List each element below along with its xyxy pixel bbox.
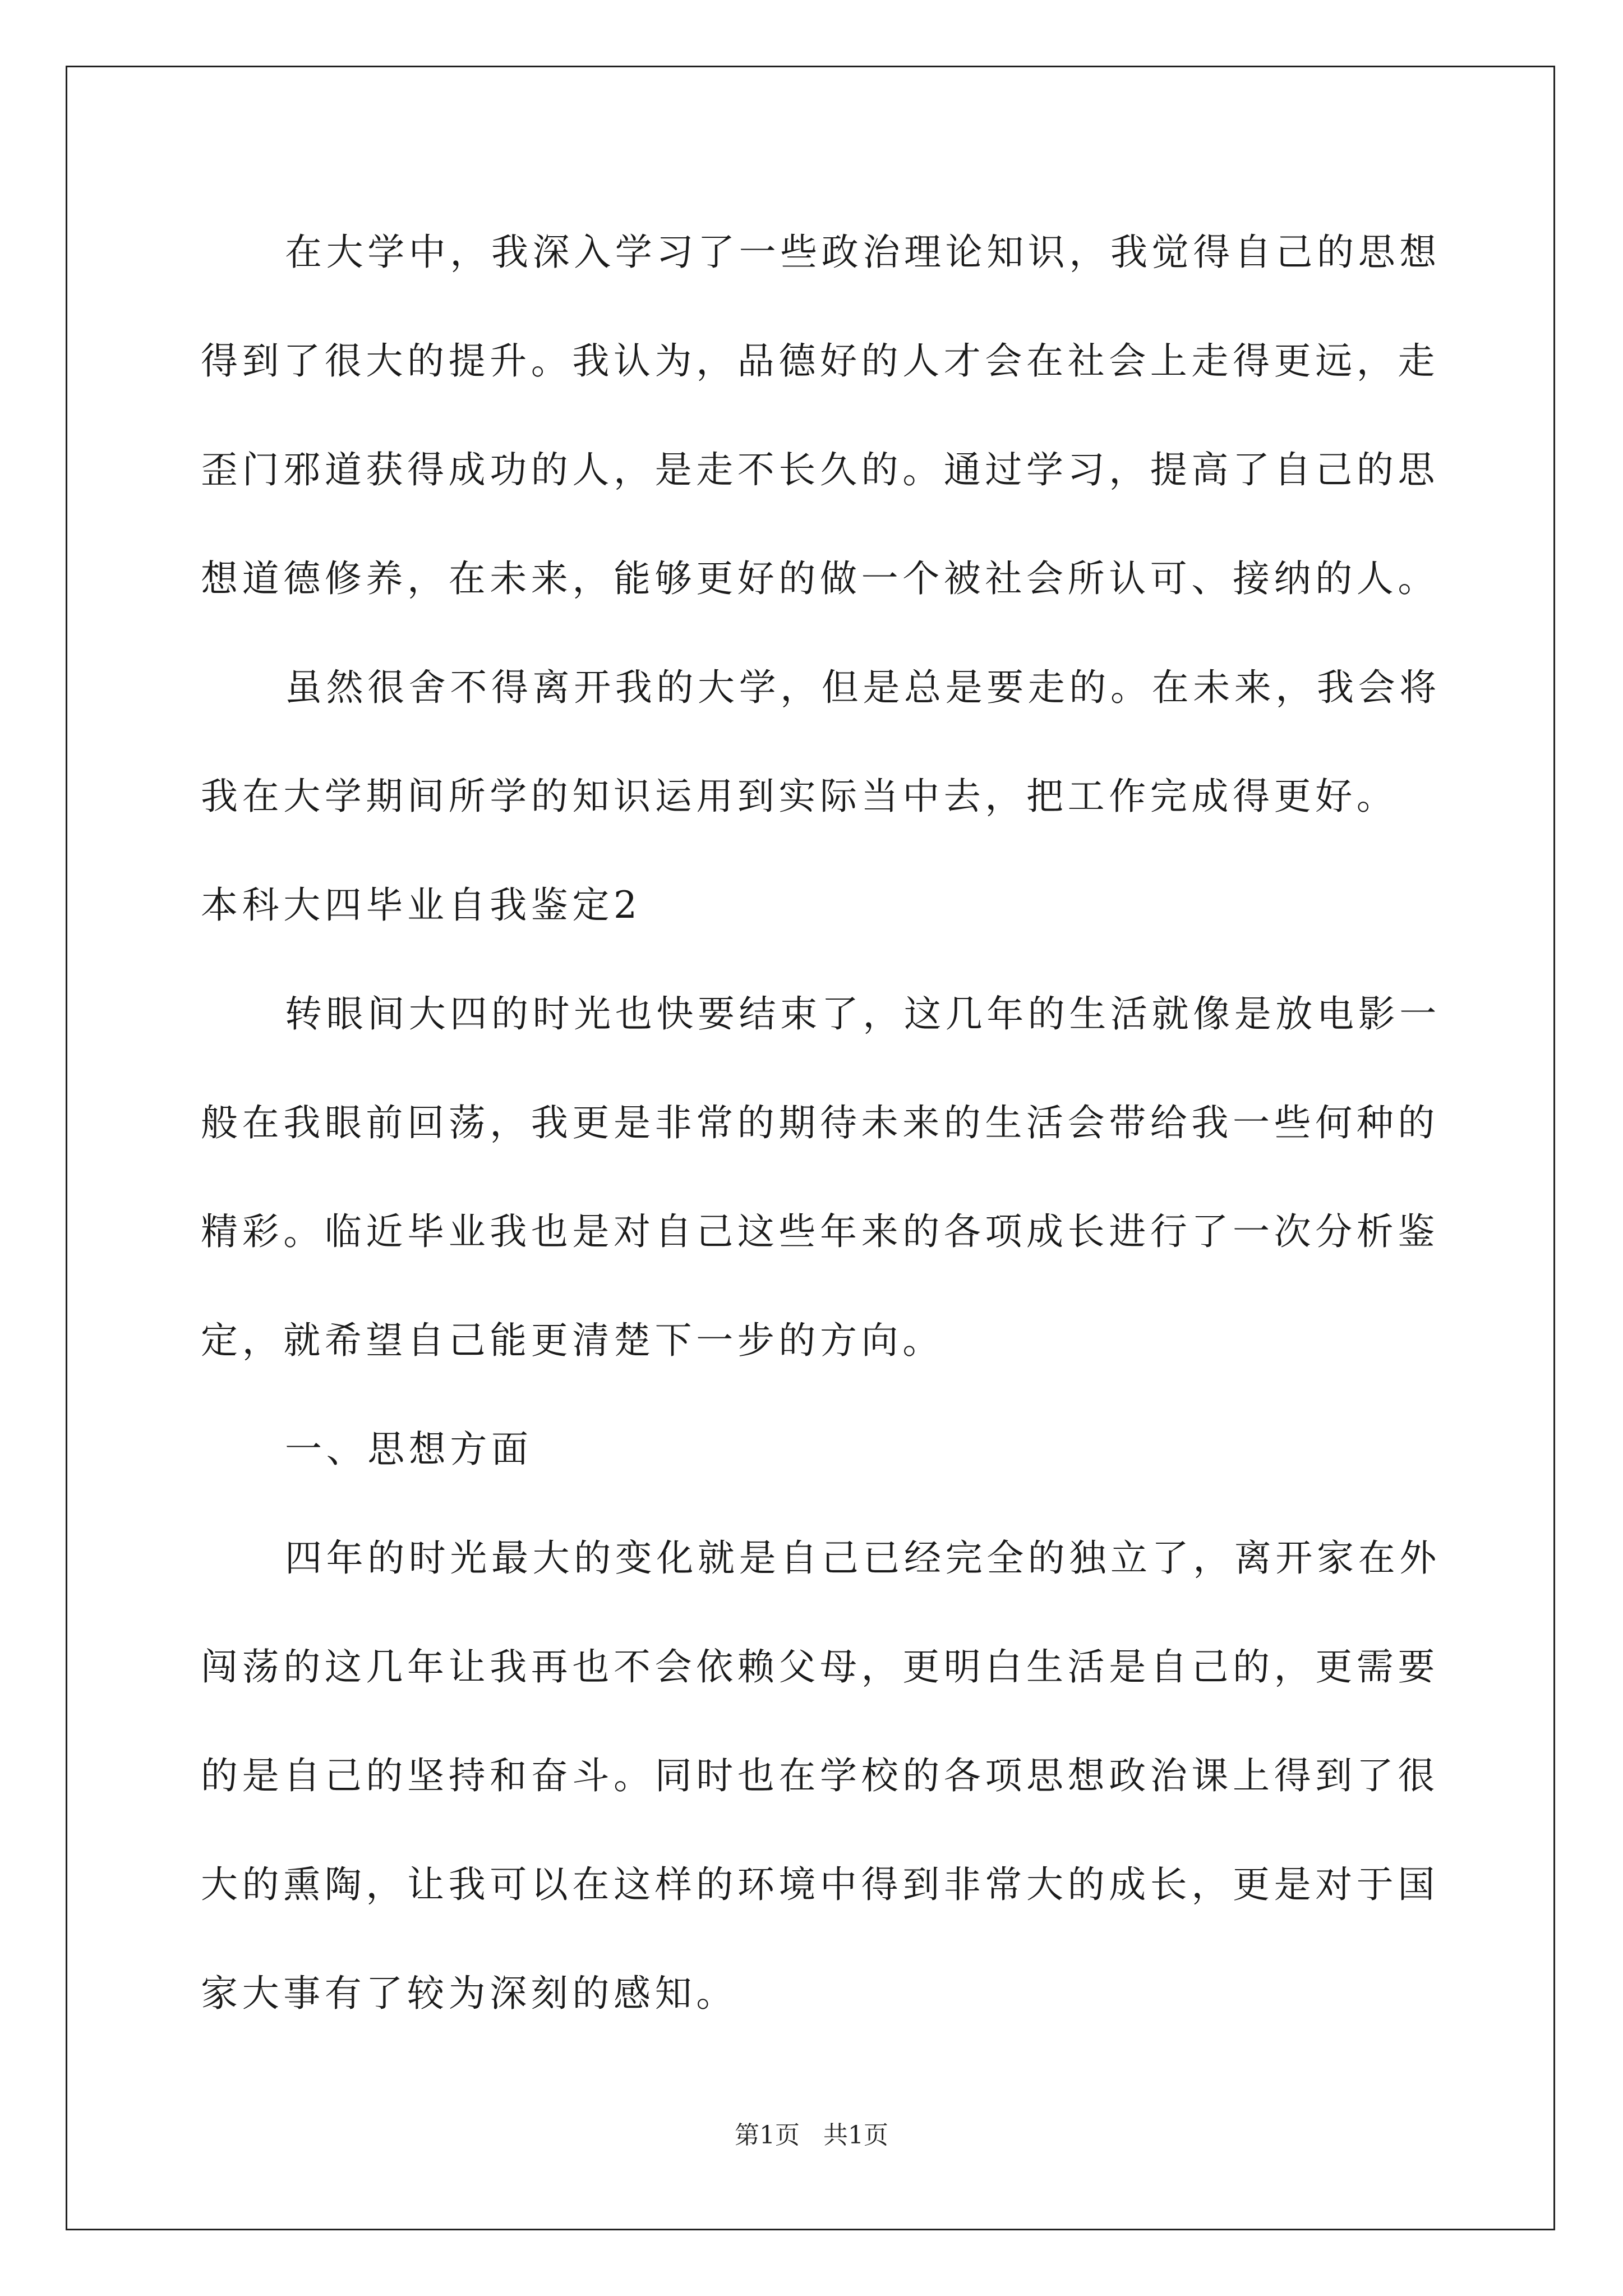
text-line: 精彩。临近毕业我也是对自己这些年来的各项成长进行了一次分析鉴: [201, 1210, 1439, 1253]
text-line: 定，就希望自己能更清楚下一步的方向。: [201, 1319, 944, 1362]
text-line: 我在大学期间所学的知识运用到实际当中去，把工作完成得更好。: [201, 775, 1398, 818]
subsection-heading: 一、思想方面: [285, 1428, 533, 1471]
page-number-footer: 第1页 共1页: [735, 2121, 888, 2150]
text-line: 闯荡的这几年让我再也不会依赖父母，更明白生活是自己的，更需要: [201, 1645, 1439, 1688]
text-line: 虽然很舍不得离开我的大学，但是总是要走的。在未来，我会将: [285, 666, 1441, 709]
text-line: 想道德修养，在未来，能够更好的做一个被社会所认可、接纳的人。: [201, 557, 1439, 600]
text-line: 转眼间大四的时光也快要结束了，这几年的生活就像是放电影一: [285, 992, 1441, 1036]
document-body: [201, 213, 1441, 2063]
text-line: 得到了很大的提升。我认为，品德好的人才会在社会上走得更远，走: [201, 339, 1439, 383]
text-line: 家大事有了较为深刻的感知。: [201, 1972, 737, 2015]
text-line: 大的熏陶，让我可以在这样的环境中得到非常大的成长，更是对于国: [201, 1863, 1439, 1906]
section-heading: 本科大四毕业自我鉴定2: [201, 884, 642, 927]
text-line: 的是自己的坚持和奋斗。同时也在学校的各项思想政治课上得到了很: [201, 1754, 1439, 1797]
text-line: 歪门邪道获得成功的人，是走不长久的。通过学习，提高了自己的思: [201, 448, 1439, 491]
text-line: 四年的时光最大的变化就是自己已经完全的独立了，离开家在外: [285, 1536, 1441, 1580]
text-line: 在大学中，我深入学习了一些政治理论知识，我觉得自己的思想: [285, 231, 1441, 274]
text-line: 般在我眼前回荡，我更是非常的期待未来的生活会带给我一些何种的: [201, 1101, 1439, 1144]
